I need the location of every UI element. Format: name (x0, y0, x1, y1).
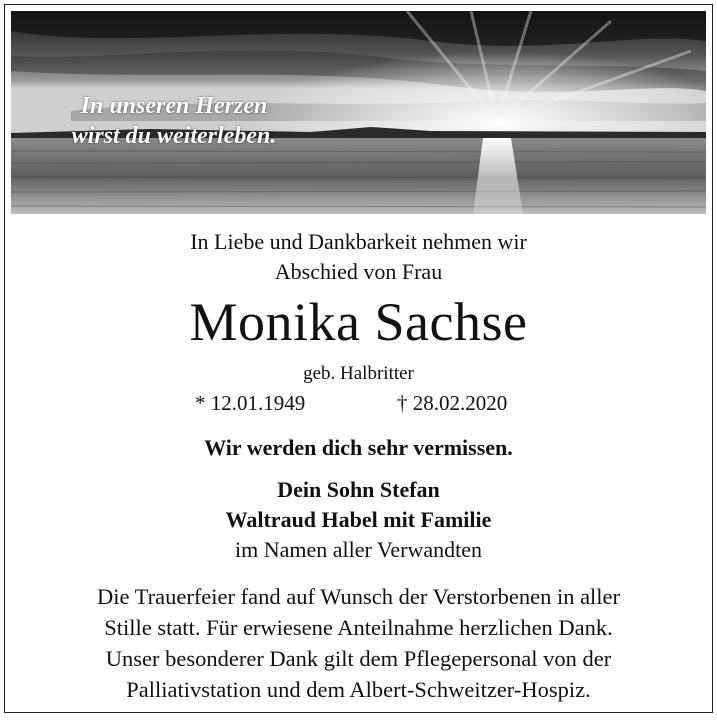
mourners-list (11, 475, 706, 565)
mourner-family: Waltraud Habel mit Familie (225, 507, 492, 532)
closing-line-4: Palliativstation und dem Albert-Schweitzer-Hospiz. (126, 677, 591, 702)
caption-line-2: wirst du weiterleben. (71, 123, 277, 149)
death-date: † 28.02.2020 (397, 391, 508, 415)
maiden-name: geb. Halbritter (303, 363, 414, 384)
mourner-son: Dein Sohn Stefan (277, 477, 440, 502)
intro-text (11, 227, 706, 287)
closing-line-2: Stille statt. Für erwiesene Anteilnahme herzlichen Dank. (104, 615, 613, 640)
mourner-relatives: im Namen aller Verwandten (234, 537, 482, 562)
closing-line-1: Die Trauerfeier fand auf Wunsch der Verstorbenen in aller (96, 584, 621, 609)
deceased-name: Monika Sachse (189, 292, 528, 352)
caption-line-1: In unseren Herzen (80, 93, 268, 119)
photo-caption (49, 91, 299, 151)
closing-text (11, 581, 706, 705)
closing-line-3: Unser besonderer Dank gilt dem Pflegepersonal von der (105, 646, 612, 671)
sunset-sea-photo (11, 11, 706, 214)
obituary-notice (4, 4, 713, 713)
intro-line-2: Abschied von Frau (274, 259, 443, 284)
intro-line-1: In Liebe und Dankbarkeit nehmen wir (190, 229, 527, 254)
birth-date: * 12.01.1949 (195, 391, 306, 415)
life-dates (5, 391, 712, 421)
farewell-message: Wir werden dich sehr vermissen. (204, 435, 513, 460)
